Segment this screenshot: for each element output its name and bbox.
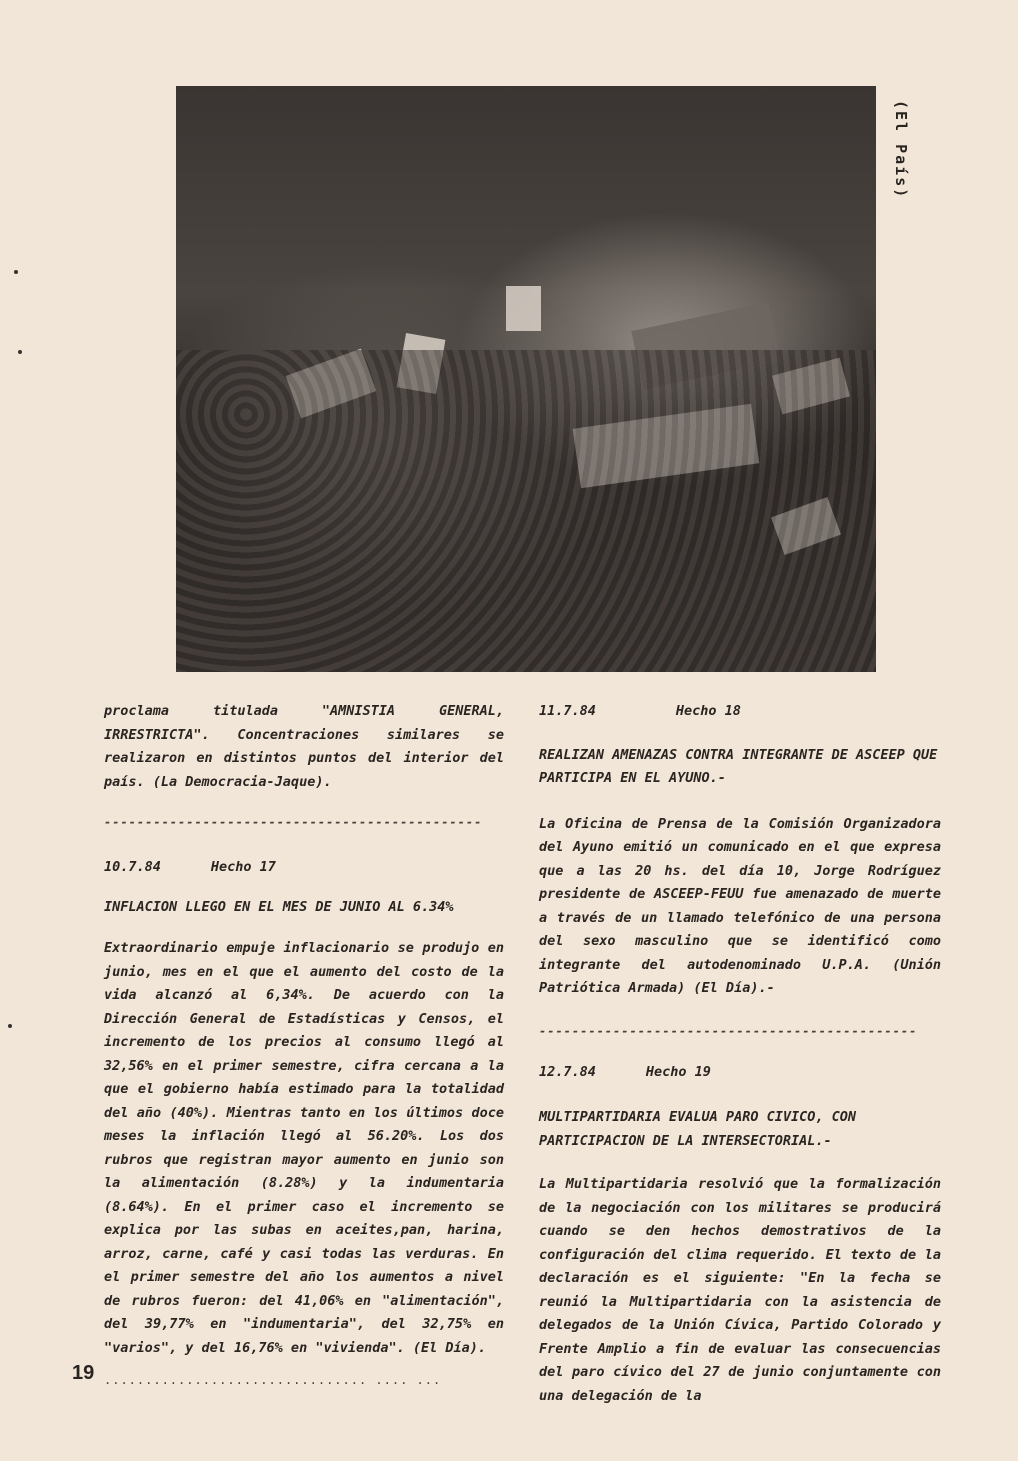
entry-date: 11.7.84 <box>539 703 596 719</box>
entry-number: Hecho 18 <box>675 703 741 719</box>
entry-body: Extraordinario empuje inflacionario se produjo en junio, mes en el que el aumento del costo de la vida alcanzó al 6,34%. De acuerdo con la Dirección General de Estadísticas y Censos, el incremento de los precios al consumo llegó al 32,56% en el primer semestre, cifra cercana a la que el gobierno había estimado para la totalidad del año (40%). Mientras tanto en los últimos doce meses la inflación llegó al 56.20%. Los dos rubros que registran mayor aumento en junio son la alimentación (8.28%) y la indumentaria (8.64%). En el primer caso el incremento se explica por las subas en aceites,pan, harina, arroz, carne, café y casi todas las verduras. En el primer semestre del año los aumentos a nivel de rubros fueron: del 41,06% en "alimentación", del 39,77% en "indumentaria", del 32,75% en "varios", y del 16,76% en "vivienda". (El Día). <box>104 940 504 1356</box>
entry-number: Hecho 17 <box>210 859 276 875</box>
entry-header <box>104 856 504 880</box>
entry-date: 10.7.84 <box>104 859 161 875</box>
intro-paragraph: proclama titulada "AMNISTIA GENERAL, IRRESTRICTA". Concentraciones similares se realizaron en distintos puntos del interior del país. (La Democracia-Jaque). <box>104 703 504 790</box>
entry-heading: INFLACION LLEGO EN EL MES DE JUNIO AL 6.34% <box>104 898 454 915</box>
entry-number: Hecho 19 <box>645 1063 711 1080</box>
entry-body: La Multipartidaria resolvió que la formalización de la negociación con los militares se producirá cuando se den hechos demostrativos de la configuración del clima requerido. El texto de la declaración es el siguiente: "En la fecha se reunió la Multipartidaria con la asistencia de delegados de la Unión Cívica, Partido Colorado y Frente Amplio a fin de evaluar las consecuencias del paro cívico del 27 de junio conjuntamente con una delegación de la <box>539 1176 941 1404</box>
entry-heading: REALIZAN AMENAZAS CONTRA INTEGRANTE DE ASCEEP QUE PARTICIPA EN EL AYUNO.- <box>539 746 938 786</box>
photo-credit: (El País) <box>892 100 910 200</box>
page-number: 19 <box>72 1362 95 1384</box>
separator: ---------------------------------------------- <box>104 815 483 829</box>
separator: ---------------------------------------------- <box>539 1023 918 1038</box>
entry-header <box>539 700 941 724</box>
entry-heading: MULTIPARTIDARIA EVALUA PARO CIVICO, CON PARTICIPACION DE LA INTERSECTORIAL.- <box>539 1109 856 1149</box>
trailing-rule: ................................ .... ... <box>104 1373 442 1387</box>
entry-body: La Oficina de Prensa de la Comisión Organizadora del Ayuno emitió un comunicado en el que expresa que a las 20 hs. del día 10, Jorge Rodríguez presidente de ASCEEP-FEUU fue amenazado de muerte a través de un llamado telefónico de una persona del sexo masculino que se identificó como integrante del autodenominado U.P.A. (Unión Patriótica Armada) (El Día).- <box>539 815 941 996</box>
crowd-photo <box>176 86 876 672</box>
entry-header <box>539 1061 941 1085</box>
left-column <box>104 700 504 1360</box>
entry-date: 12.7.84 <box>539 1063 596 1080</box>
right-column <box>539 700 941 1408</box>
